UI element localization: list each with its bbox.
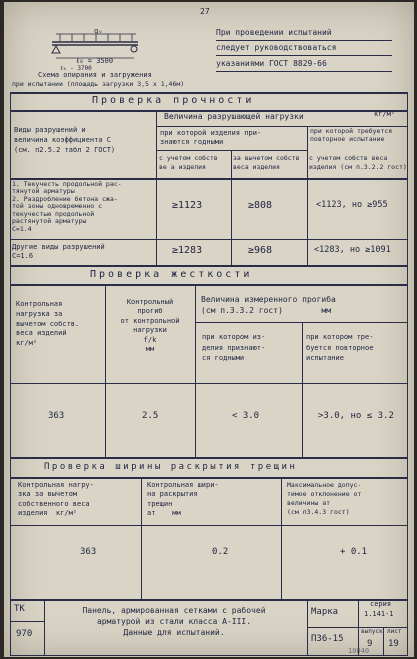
stiffness-sub-retest: при котором тре- буется повторное испытание (306, 333, 374, 362)
strength-value-unit: кг/м² (374, 110, 396, 118)
page-number: 27 (200, 7, 210, 16)
stamp-mark-value: П36-15 (311, 634, 344, 644)
strength-row1-retest: <1123, но ≥955 (316, 200, 388, 210)
strength-row1-label: 1. Текучесть продольной рас- тянутой арматуры 2. Раздробление бетона сжа- той зоны одновременно с текучестью продольной растянутой арматуры C=1.4 (12, 180, 122, 233)
stamp-issue-value: 9 (367, 639, 373, 649)
scheme-caption-line1: Схема опирания и загружения (38, 71, 152, 79)
crack-val-tolerance: + 0.1 (340, 547, 368, 557)
instruction-line3: указаниями ГОСТ 8829-66 (216, 59, 327, 68)
stiffness-col3-header: Величина измеренного прогиба (см п.3.3.2 гост) мм (201, 295, 336, 316)
scheme-caption-line2: при испытании (площадь загрузки 3,5 x 1,46м) (12, 80, 185, 88)
stamp-sheet-label: лист (387, 628, 402, 635)
stamp-sheet-number: 970 (16, 629, 33, 639)
strength-sub-without-weight: за вычетом собств веса изделия (233, 154, 300, 171)
stiffness-val-retest: >3.0, но ≤ 3.2 (318, 411, 394, 421)
drawing-sheet (4, 2, 414, 657)
stiffness-sub-suitable: при котором из- делия признают- ся годными (202, 333, 266, 362)
strength-sub-suitable: при которой изделия при- знаются годными (160, 129, 262, 147)
strength-col1-header: Виды разрушений и величина коэффициента C (см. п2.5.2 табл 2 ГОСТ) (14, 126, 116, 154)
crack-col2-header: Контрольная шири- на раскрытия трещин aт мм (147, 481, 219, 518)
strength-sub-retest-detail: с учетом собств веса изделия (см п.3.2.2 гост) (309, 154, 407, 171)
crack-title: Проверка ширины раскрытия трещин (44, 462, 298, 472)
strength-row2-without: ≥968 (248, 245, 273, 256)
strength-sub-with-weight: с учетом собств ве а изделия (159, 154, 218, 171)
load-label: qᵥ (94, 27, 103, 35)
stamp-bottom-code: 10040 (348, 647, 370, 655)
crack-val-width: 0.2 (212, 547, 229, 557)
strength-row2-label: Другие виды разрушений C=1.6 (12, 243, 105, 261)
strength-value-header: Величина разрушающей нагрузки (164, 112, 304, 121)
strength-row2-retest: <1283, но ≥1091 (314, 245, 391, 255)
stiffness-val-suitable: < 3.0 (232, 411, 260, 421)
strength-row1-without: ≥808 (248, 200, 273, 211)
stamp-tk-label: ТК (14, 604, 25, 614)
stamp-series-value: 1.141-1 (364, 610, 394, 618)
stamp-issue-label: выпуск (361, 628, 383, 635)
crack-col1-header: Контрольная нагру- зка за вычетом собственного веса изделия кг/м² (18, 481, 94, 518)
stiffness-title: Проверка жесткости (90, 269, 253, 280)
stamp-series-label: серия (370, 600, 392, 608)
span-label: ℓ₀ = 3500 (76, 57, 114, 65)
stiffness-val-load: 363 (48, 411, 65, 421)
stamp-mark-label: Марка (311, 607, 339, 617)
instruction-line1: При проведении испытаний (216, 28, 332, 37)
stiffness-val-deflection: 2.5 (142, 411, 159, 421)
stiffness-col2-header: Контрольный прогиб от контрольной нагрузки f/k мм (120, 298, 180, 354)
instruction-line2: следует руководствоваться (216, 43, 337, 52)
strength-row2-with: ≥1283 (172, 245, 203, 256)
stamp-description: Панель, армированная сетками с рабочей арматурой из стали класса А-III. Данные для испытаний. (82, 606, 266, 637)
strength-row1-with: ≥1123 (172, 200, 203, 211)
stiffness-col1-header: Контрольная нагрузка за вычетом собств. веса изделий кг/м² (16, 300, 80, 348)
crack-val-load: 363 (80, 547, 97, 557)
length-label: ℓ₀ - 3700 (60, 65, 92, 72)
strength-sub-retest: при которой требуется повторное испытание (310, 127, 393, 144)
stamp-sheet-value: 19 (388, 639, 399, 649)
strength-title: Проверка прочности (92, 95, 255, 106)
crack-col3-header: Максимальное допус- тимое отклонение от величины aт (см п3.4.3 гост) (287, 481, 362, 517)
